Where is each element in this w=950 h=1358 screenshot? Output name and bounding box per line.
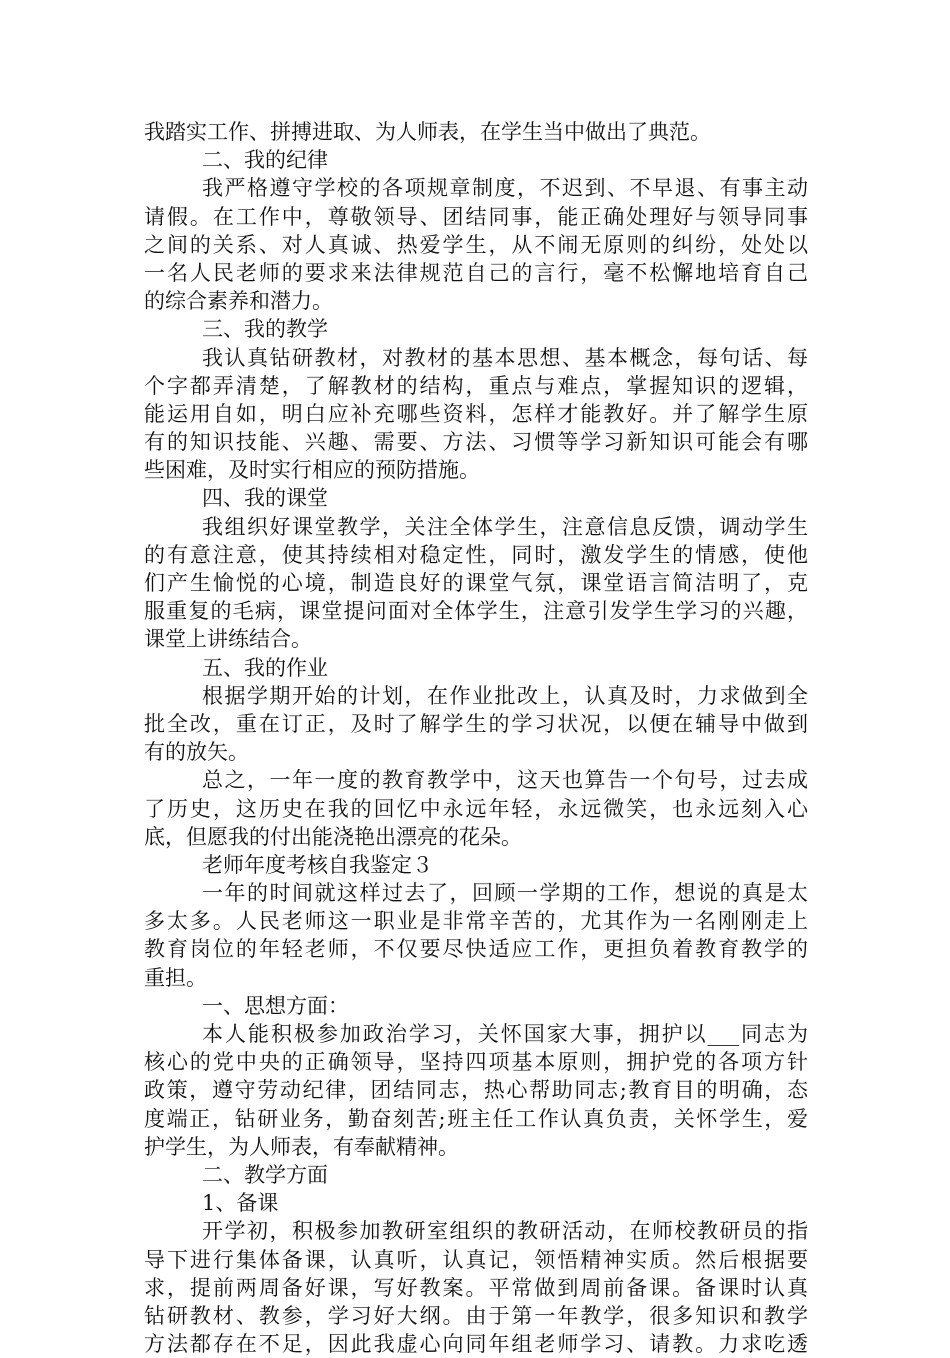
text-line: 些困难，及时实行相应的预防措施。 [144,458,480,483]
text-line: 政策，遵守劳动纪律，团结同志，热心帮助同志;教育目的明确，态 [144,1078,808,1103]
text-line: 有的知识技能、兴趣、需要、方法、习惯等学习新知识可能会有哪 [144,430,808,455]
section-heading: 二、教学方面 [202,1162,328,1187]
text-line: 了历史，这历史在我的回忆中永远年轻，永远微笑，也永远刻入心 [144,796,808,821]
text-line: 多太多。人民老师这一职业是非常辛苦的，尤其作为一名刚刚走上 [144,909,808,934]
text-line: 方法都存在不足，因此我虚心向同年组老师学习、请教。力求吃透 [144,1332,808,1357]
text-line: 请假。在工作中，尊敬领导、团结同事，能正确处理好与领导同事 [144,204,808,229]
document-body [144,118,808,1358]
text-line: 导下进行集体备课，认真听，认真记，领悟精神实质。然后根据要 [144,1247,808,1272]
section-heading: 三、我的教学 [202,317,328,342]
text-line: 教育岗位的年轻老师，不仅要尽快适应工作，更担负着教育教学的 [144,937,808,962]
text-line: 能运用自如，明白应补充哪些资料，怎样才能教好。并了解学生原 [144,401,808,426]
text-line: 有的放矢。 [144,740,249,765]
paragraph-first-line: 我严格遵守学校的各项规章制度，不迟到、不早退、有事主动 [202,176,808,201]
paragraph-first-line: 根据学期开始的计划，在作业批改上，认真及时，力求做到全 [202,683,808,708]
section-heading: 二、我的纪律 [202,148,328,173]
text-line: 个字都弄清楚，了解教材的结构，重点与难点，掌握知识的逻辑， [144,373,808,398]
text-line: 的综合素养和潜力。 [144,289,333,314]
text-line: 求，提前两周备好课，写好教案。平常做到周前备课。备课时认真 [144,1275,808,1300]
text-line: 课堂上讲练结合。 [144,627,312,652]
text-line: 度端正，钻研业务，勤奋刻苦;班主任工作认真负责，关怀学生，爱 [144,1106,808,1131]
paragraph-first-line: 我认真钻研教材，对教材的基本思想、基本概念，每句话、每 [202,345,808,370]
text-line: 一名人民老师的要求来法律规范自己的言行，毫不松懈地培育自己 [144,260,808,285]
article-title: 老师年度考核自我鉴定３ [202,852,433,877]
text-line: 之间的关系、对人真诚、热爱学生，从不闹无原则的纠纷，处处以 [144,232,808,257]
text-line: 钻研教材、教参，学习好大纲。由于第一年教学，很多知识和教学 [144,1303,808,1328]
section-heading: 五、我的作业 [202,655,328,680]
section-heading: 一、思想方面： [202,993,349,1018]
section-heading: 四、我的课堂 [202,486,328,511]
paragraph-first-line: 一年的时间就这样过去了，回顾一学期的工作，想说的真是太 [202,881,808,906]
text-line: 重担。 [144,965,207,990]
paragraph-first-line: 本人能积极参加政治学习，关怀国家大事，拥护以___同志为 [202,1022,808,1046]
text-line: 批全改，重在订正，及时了解学生的学习状况，以便在辅导中做到 [144,711,808,736]
text-line: 我踏实工作、拼搏进取、为人师表，在学生当中做出了典范。 [144,120,711,144]
subsection-heading: 1、备课 [202,1191,279,1216]
paragraph-first-line: 开学初，积极参加教研室组织的教研活动，在师校教研员的指 [202,1219,808,1244]
text-line: 的有意注意，使其持续相对稳定性，同时，激发学生的情感，使他 [144,542,808,567]
text-line: 护学生，为人师表，有奉献精神。 [144,1134,459,1159]
text-line: 服重复的毛病，课堂提问面对全体学生，注意引发学生学习的兴趣， [144,599,808,624]
text-line: 底，但愿我的付出能浇艳出漂亮的花朵。 [144,824,522,849]
text-line: 们产生愉悦的心境，制造良好的课堂气氛，课堂语言简洁明了，克 [144,571,808,595]
paragraph-first-line: 总之，一年一度的教育教学中，这天也算告一个句号，过去成 [202,768,808,793]
paragraph-first-line: 我组织好课堂教学，关注全体学生，注意信息反馈，调动学生 [202,514,808,539]
text-line: 核心的党中央的正确领导，坚持四项基本原则，拥护党的各项方针 [144,1050,808,1075]
